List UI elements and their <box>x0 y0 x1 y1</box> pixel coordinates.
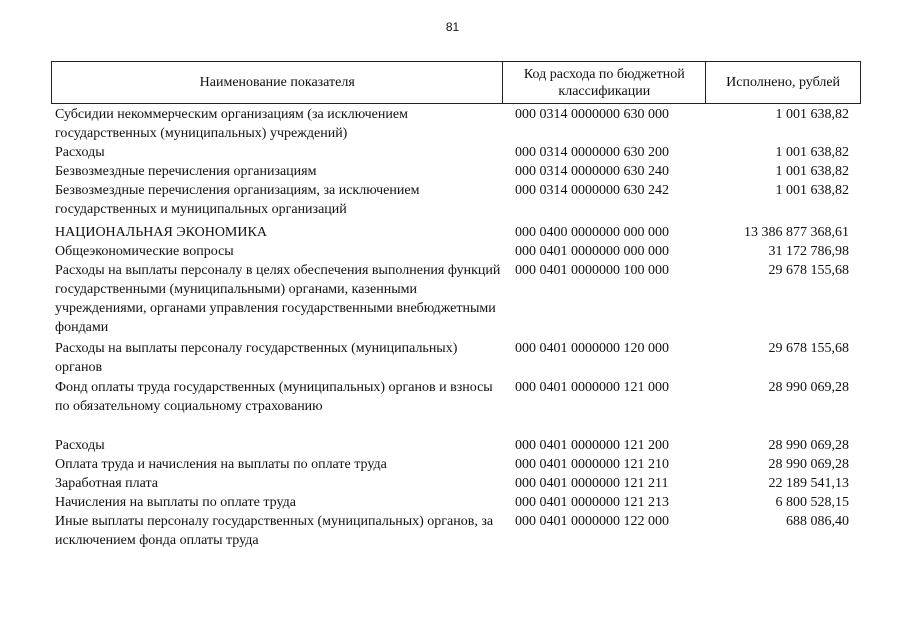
row-name: Расходы <box>55 438 105 453</box>
table-row <box>51 223 861 242</box>
table-row <box>51 162 861 181</box>
table-row <box>51 143 861 162</box>
table-row <box>51 512 861 550</box>
row-code: 000 0400 0000000 000 000 <box>515 225 669 240</box>
table-row <box>51 339 861 377</box>
row-code: 000 0401 0000000 120 000 <box>515 341 669 356</box>
row-code: 000 0401 0000000 121 213 <box>515 495 669 510</box>
row-name: Субсидии некоммерческим организациям (за исключением государственных (муниципальных) учреждений) <box>55 107 408 141</box>
row-name: Иные выплаты персоналу государственных (муниципальных) органов, за исключением фонда оплаты труда <box>55 514 494 548</box>
row-amount: 13 386 877 368,61 <box>744 225 849 240</box>
row-code: 000 0401 0000000 121 211 <box>515 476 669 491</box>
row-name: НАЦИОНАЛЬНАЯ ЭКОНОМИКА <box>55 225 267 240</box>
table-row <box>51 378 861 416</box>
table-row <box>51 261 861 337</box>
row-code: 000 0401 0000000 100 000 <box>515 263 669 278</box>
row-name: Заработная плата <box>55 476 158 491</box>
table-row <box>51 474 861 493</box>
row-amount: 1 001 638,82 <box>775 145 849 160</box>
row-amount: 688 086,40 <box>786 514 849 529</box>
budget-table <box>51 61 861 550</box>
row-name: Фонд оплаты труда государственных (муниципальных) органов и взносы по обязательному социальному страхованию <box>55 380 493 414</box>
row-amount: 28 990 069,28 <box>768 380 849 395</box>
row-amount: 29 678 155,68 <box>768 341 849 356</box>
row-code: 000 0314 0000000 630 000 <box>515 107 669 122</box>
row-amount: 6 800 528,15 <box>775 495 849 510</box>
row-name: Общеэкономические вопросы <box>55 244 234 259</box>
row-amount: 22 189 541,13 <box>768 476 849 491</box>
row-amount: 1 001 638,82 <box>775 107 849 122</box>
row-amount: 31 172 786,98 <box>768 244 849 259</box>
table-row <box>51 436 861 455</box>
row-code: 000 0314 0000000 630 240 <box>515 164 669 179</box>
header-amount: Исполнено, рублей <box>706 62 861 103</box>
table-row <box>51 242 861 261</box>
header-code: Код расхода по бюджетной классификации <box>503 62 706 103</box>
table-row <box>51 181 861 219</box>
row-name: Расходы на выплаты персоналу в целях обеспечения выполнения функций государственными (муниципальными) органами, казенными учреждениями, органами управления государственными внебюджетными фондами <box>55 263 501 335</box>
table-row <box>51 455 861 474</box>
table-row <box>51 105 861 143</box>
row-amount: 29 678 155,68 <box>768 263 849 278</box>
row-code: 000 0314 0000000 630 242 <box>515 183 669 198</box>
table-header <box>51 61 861 104</box>
row-code: 000 0401 0000000 121 000 <box>515 380 669 395</box>
row-name: Безвозмездные перечисления организациям, за исключением государственных и муниципальных организаций <box>55 183 420 217</box>
row-code: 000 0314 0000000 630 200 <box>515 145 669 160</box>
row-spacer <box>51 416 861 436</box>
page-number: 81 <box>445 20 460 34</box>
row-code: 000 0401 0000000 122 000 <box>515 514 669 529</box>
header-name: Наименование показателя <box>52 62 503 103</box>
row-name: Безвозмездные перечисления организациям <box>55 164 317 179</box>
row-name: Оплата труда и начисления на выплаты по оплате труда <box>55 457 387 472</box>
row-code: 000 0401 0000000 000 000 <box>515 244 669 259</box>
table-row <box>51 493 861 512</box>
row-code: 000 0401 0000000 121 200 <box>515 438 669 453</box>
row-amount: 28 990 069,28 <box>768 438 849 453</box>
row-name: Начисления на выплаты по оплате труда <box>55 495 296 510</box>
row-name: Расходы на выплаты персоналу государственных (муниципальных) органов <box>55 341 458 375</box>
row-name: Расходы <box>55 145 105 160</box>
row-amount: 1 001 638,82 <box>775 164 849 179</box>
row-code: 000 0401 0000000 121 210 <box>515 457 669 472</box>
row-amount: 1 001 638,82 <box>775 183 849 198</box>
row-amount: 28 990 069,28 <box>768 457 849 472</box>
table-body <box>51 104 861 550</box>
